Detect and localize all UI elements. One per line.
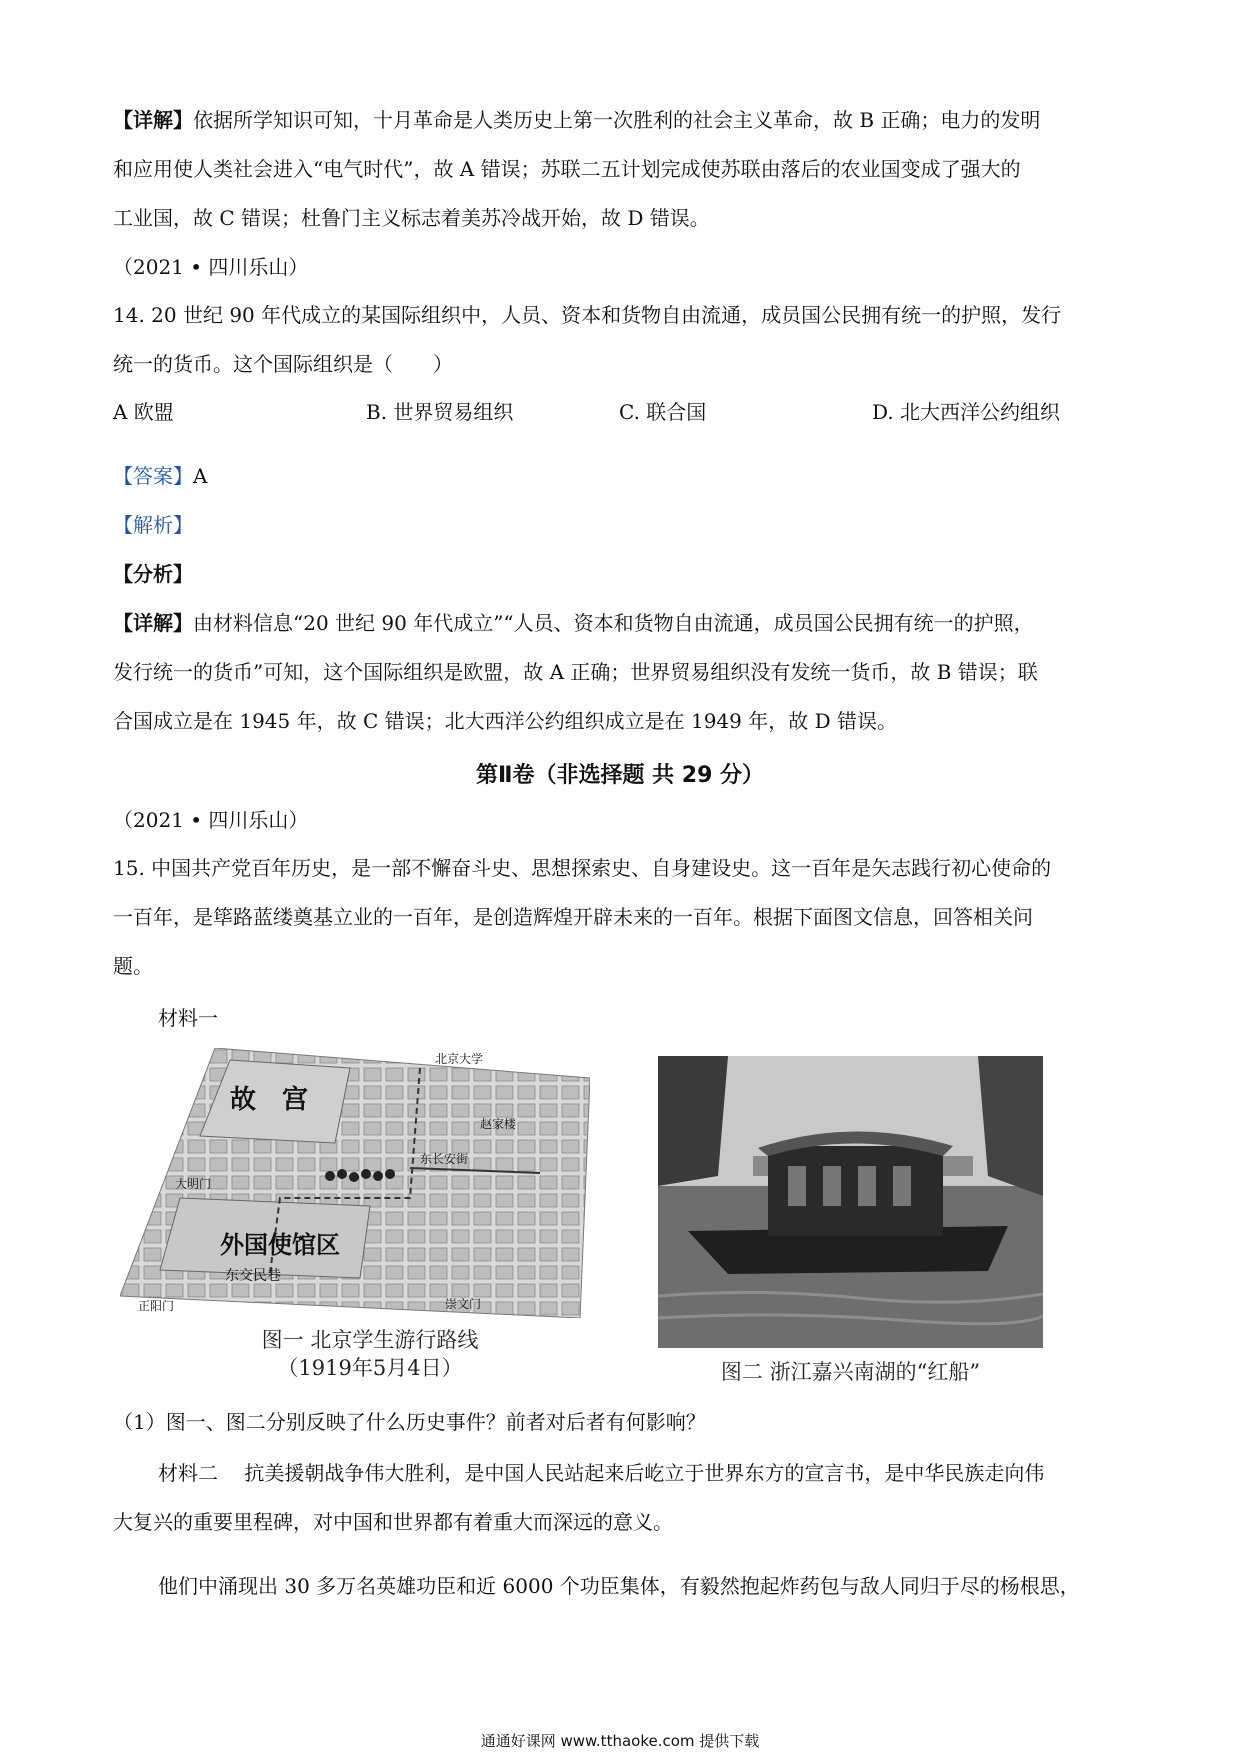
material-2-para-2: 他们中涌现出 30 多万名英雄功臣和近 6000 个功臣集体，有毅然抱起炸药包与敌人同归于尽的杨根思， <box>158 1574 1080 1598</box>
material-1-label: 材料一 <box>158 1006 218 1030</box>
q14-source: （2021 • 四川乐山） <box>113 255 309 279</box>
material-2-line-2: 大复兴的重要里程碑，对中国和世界都有着重大而深远的意义。 <box>113 1510 673 1534</box>
q13-detail-line-1: 依据所学知识可知，十月革命是人类历史上第一次胜利的社会主义革命，故 B 正确；电力的发明 <box>193 108 1041 132</box>
figure-2-photo <box>658 1056 1043 1348</box>
map-label-beida: 北京大学 <box>435 1052 484 1066</box>
material-2-line-1: 材料二 抗美援朝战争伟大胜利，是中国人民站起来后屹立于世界东方的宣言书，是中华民族走向伟 <box>158 1461 1045 1485</box>
q13-detail-line-3: 工业国，故 C 错误；杜鲁门主义标志着美苏冷战开始，故 D 错误。 <box>113 206 710 230</box>
figure-2-caption: 图二 浙江嘉兴南湖的“红船” <box>720 1360 981 1384</box>
material-2 <box>158 1449 1133 1498</box>
figure-1-caption <box>200 1326 540 1382</box>
q14-stem <box>113 291 1133 389</box>
detail-tag: 【详解】 <box>113 611 193 635</box>
q14-stem-line-1: 14. 20 世纪 90 年代成立的某国际组织中，人员、资本和货物自由流通，成员国公民拥有统一的护照，发行 <box>113 303 1062 327</box>
answer-value: A <box>193 464 208 488</box>
q15-source: （2021 • 四川乐山） <box>113 808 309 832</box>
red-boat-photo-image <box>658 1056 1043 1348</box>
map-label-zhengyang: 正阳门 <box>138 1299 175 1313</box>
q13-detail <box>113 96 1133 243</box>
figure-1-map <box>120 1048 590 1318</box>
student-march-map-image <box>120 1048 590 1318</box>
q15-stem-line-3: 题。 <box>113 954 153 978</box>
figure-1-caption-line-2: （1919年5月4日） <box>277 1356 463 1380</box>
q14-detail-line-3: 合国成立是在 1945 年，故 C 错误；北大西洋公约组织成立是在 1949 年，故 D 错误。 <box>113 709 897 733</box>
analysis-tag: 【解析】 <box>113 513 193 537</box>
q14-option-d: D. 北大西洋公约组织 <box>872 400 1061 424</box>
q14-option-c: C. 联合国 <box>619 400 707 424</box>
figure-1-caption-line-1: 图一 北京学生游行路线 <box>261 1328 479 1352</box>
q15-sub1: （1）图一、图二分别反映了什么历史事件？前者对后者有何影响？ <box>113 1410 706 1434</box>
answer-tag: 【答案】 <box>113 464 193 488</box>
section-title: 第Ⅱ卷（非选择题 共 29 分） <box>475 763 765 788</box>
map-label-legation: 外国使馆区 <box>220 1231 340 1259</box>
map-label-daming: 大明门 <box>175 1177 212 1191</box>
material-2-cont <box>113 1498 1133 1547</box>
fenxi-tag: 【分析】 <box>113 562 193 586</box>
map-label-zhaojialou: 赵家楼 <box>480 1117 517 1131</box>
map-label-forbidden-city: 故 宫 <box>230 1085 309 1115</box>
q13-detail-line-2: 和应用使人类社会进入“电气时代”，故 A 错误；苏联二五计划完成使苏联由落后的农业国变成了强大的 <box>113 157 1021 181</box>
map-label-dongjiaominxiang: 东交民巷 <box>225 1268 281 1284</box>
q15-stem-line-2: 一百年，是筚路蓝缕奠基立业的一百年，是创造辉煌开辟未来的一百年。根据下面图文信息，回答相关问 <box>113 905 1033 929</box>
q14-detail-line-2: 发行统一的货币”可知，这个国际组织是欧盟，故 A 正确；世界贸易组织没有发统一货币，故 B 错误；联 <box>113 660 1038 684</box>
map-label-changan: 东长安街 <box>420 1152 469 1166</box>
q15-stem-line-1: 15. 中国共产党百年历史，是一部不懈奋斗史、思想探索史、自身建设史。这一百年是矢志践行初心使命的 <box>113 856 1052 880</box>
q14-detail-line-1: 由材料信息“20 世纪 90 年代成立”“人员、资本和货物自由流通，成员国公民拥有统一的护照， <box>193 611 1034 635</box>
footer-watermark: 通通好课网 www.tthaoke.com 提供下载 <box>480 1732 760 1750</box>
map-label-chongwen: 崇文门 <box>445 1297 482 1311</box>
q15-stem <box>113 844 1133 991</box>
q14-option-a: A 欧盟 <box>113 400 174 424</box>
q14-stem-line-2: 统一的货币。这个国际组织是（ ） <box>113 352 453 376</box>
q14-option-b: B. 世界贸易组织 <box>366 400 514 424</box>
detail-tag: 【详解】 <box>113 108 193 132</box>
q14-answer <box>113 452 1133 746</box>
